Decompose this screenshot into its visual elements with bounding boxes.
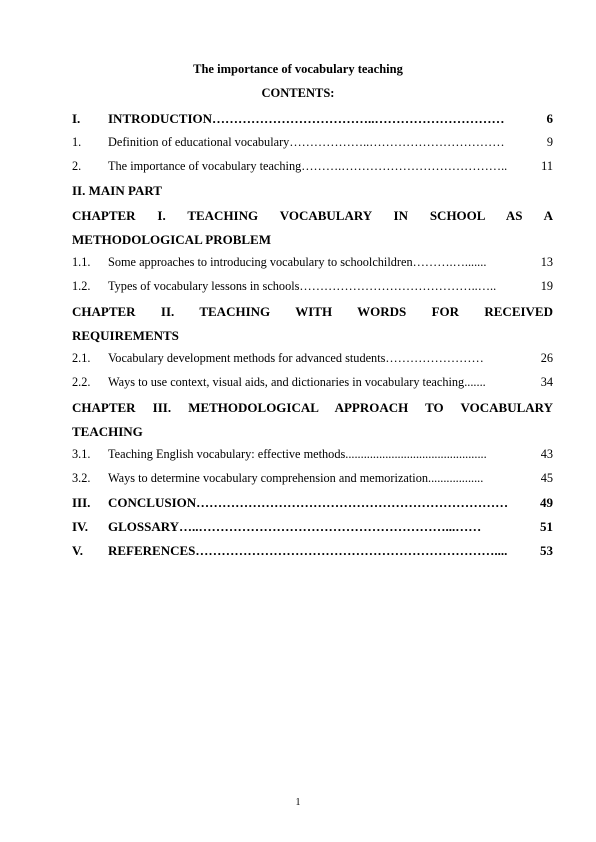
toc-entry-page: 6 <box>546 111 553 126</box>
toc-entry-page: 11 <box>541 159 553 173</box>
toc-main-part <box>72 183 553 199</box>
toc-entry-page: 26 <box>540 351 553 365</box>
toc-entry-number: V. <box>72 543 83 558</box>
toc-chapter-2 <box>72 300 553 348</box>
toc-chapter-line: REQUIREMENTS <box>72 328 179 343</box>
toc-entry-number: 1. <box>72 135 82 149</box>
toc-entry-introduction <box>72 111 553 127</box>
toc-entry-text: Ways to use context, visual aids, and dictionaries in vocabulary teaching....... <box>108 375 486 389</box>
toc-chapter-line: TEACHING <box>72 424 143 439</box>
toc-entry-number: 1.1. <box>72 255 91 269</box>
toc-entry-text: GLOSSARY…..…………………………………………………...…… <box>108 519 482 534</box>
toc-entry-page: 51 <box>540 519 553 534</box>
toc-entry-3-1 <box>72 447 553 462</box>
toc-entry-number: IV. <box>72 519 89 534</box>
toc-entry-text: Some approaches to introducing vocabulary to schoolchildren……….…....... <box>108 255 487 269</box>
toc-section-heading: II. MAIN PART <box>72 183 162 198</box>
toc-entry-text: INTRODUCTION………………………………..………………………… <box>108 111 505 126</box>
toc-entry-page: 45 <box>540 471 553 485</box>
toc-entry-number: 1.2. <box>72 279 91 293</box>
toc-entry-page: 19 <box>540 279 553 293</box>
toc-entry-number: 3.1. <box>72 447 91 461</box>
toc-chapter-line: CHAPTER III. METHODOLOGICAL APPROACH TO VOCABULARY <box>72 400 553 415</box>
toc-chapter-3 <box>72 396 553 444</box>
contents-heading: CONTENTS: <box>261 86 335 100</box>
document-title: The importance of vocabulary teaching <box>193 62 403 76</box>
toc-entry-page: 9 <box>546 135 553 149</box>
toc-entry-glossary <box>72 519 553 535</box>
toc-chapter-1 <box>72 204 553 252</box>
toc-entry-number: 2.1. <box>72 351 91 365</box>
toc-entry-number: 3.2. <box>72 471 91 485</box>
toc-entry-number: III. <box>72 495 91 510</box>
toc-entry-page: 13 <box>540 255 553 269</box>
toc-entry-conclusion <box>72 495 553 511</box>
toc-chapter-line: METHODOLOGICAL PROBLEM <box>72 232 271 247</box>
toc-entry-text: Vocabulary development methods for advanced students…………………… <box>108 351 484 365</box>
toc-entry-page: 49 <box>540 495 553 510</box>
toc-entry-number: 2. <box>72 159 82 173</box>
toc-chapter-line: CHAPTER II. TEACHING WITH WORDS FOR RECEIVED <box>72 304 553 319</box>
toc-entry-2-1 <box>72 351 553 366</box>
toc-entry-page: 34 <box>540 375 553 389</box>
toc-entry-page: 53 <box>540 543 553 558</box>
toc-entry-text: The importance of vocabulary teaching……….………………………………….. <box>108 159 508 173</box>
toc-entry-text: Ways to determine vocabulary comprehension and memorization.................. <box>108 471 484 485</box>
toc-entry-text: CONCLUSION……………………………………………………………… <box>108 495 509 510</box>
toc-entry-importance <box>72 159 553 174</box>
toc-entry-definition <box>72 135 553 150</box>
toc-entry-text: REFERENCES…………………………………………………………….... <box>108 543 508 558</box>
toc-entry-number: 2.2. <box>72 375 91 389</box>
toc-chapter-line: CHAPTER I. TEACHING VOCABULARY IN SCHOOL AS A <box>72 208 553 223</box>
toc-entry-3-2 <box>72 471 553 486</box>
toc-entry-1-2 <box>72 279 553 294</box>
toc-entry-text: Definition of educational vocabulary………………..…………………………… <box>108 135 505 149</box>
page-number: 1 <box>295 797 301 808</box>
toc-entry-references <box>72 543 553 559</box>
toc-entry-2-2 <box>72 375 553 390</box>
toc-entry-1-1 <box>72 255 553 270</box>
toc-entry-page: 43 <box>540 447 553 461</box>
toc-entry-text: Teaching English vocabulary: effective methods.............................................. <box>108 447 487 461</box>
toc-entry-text: Types of vocabulary lessons in schools……………………………………..….. <box>108 279 497 293</box>
toc-entry-number: I. <box>72 111 81 126</box>
